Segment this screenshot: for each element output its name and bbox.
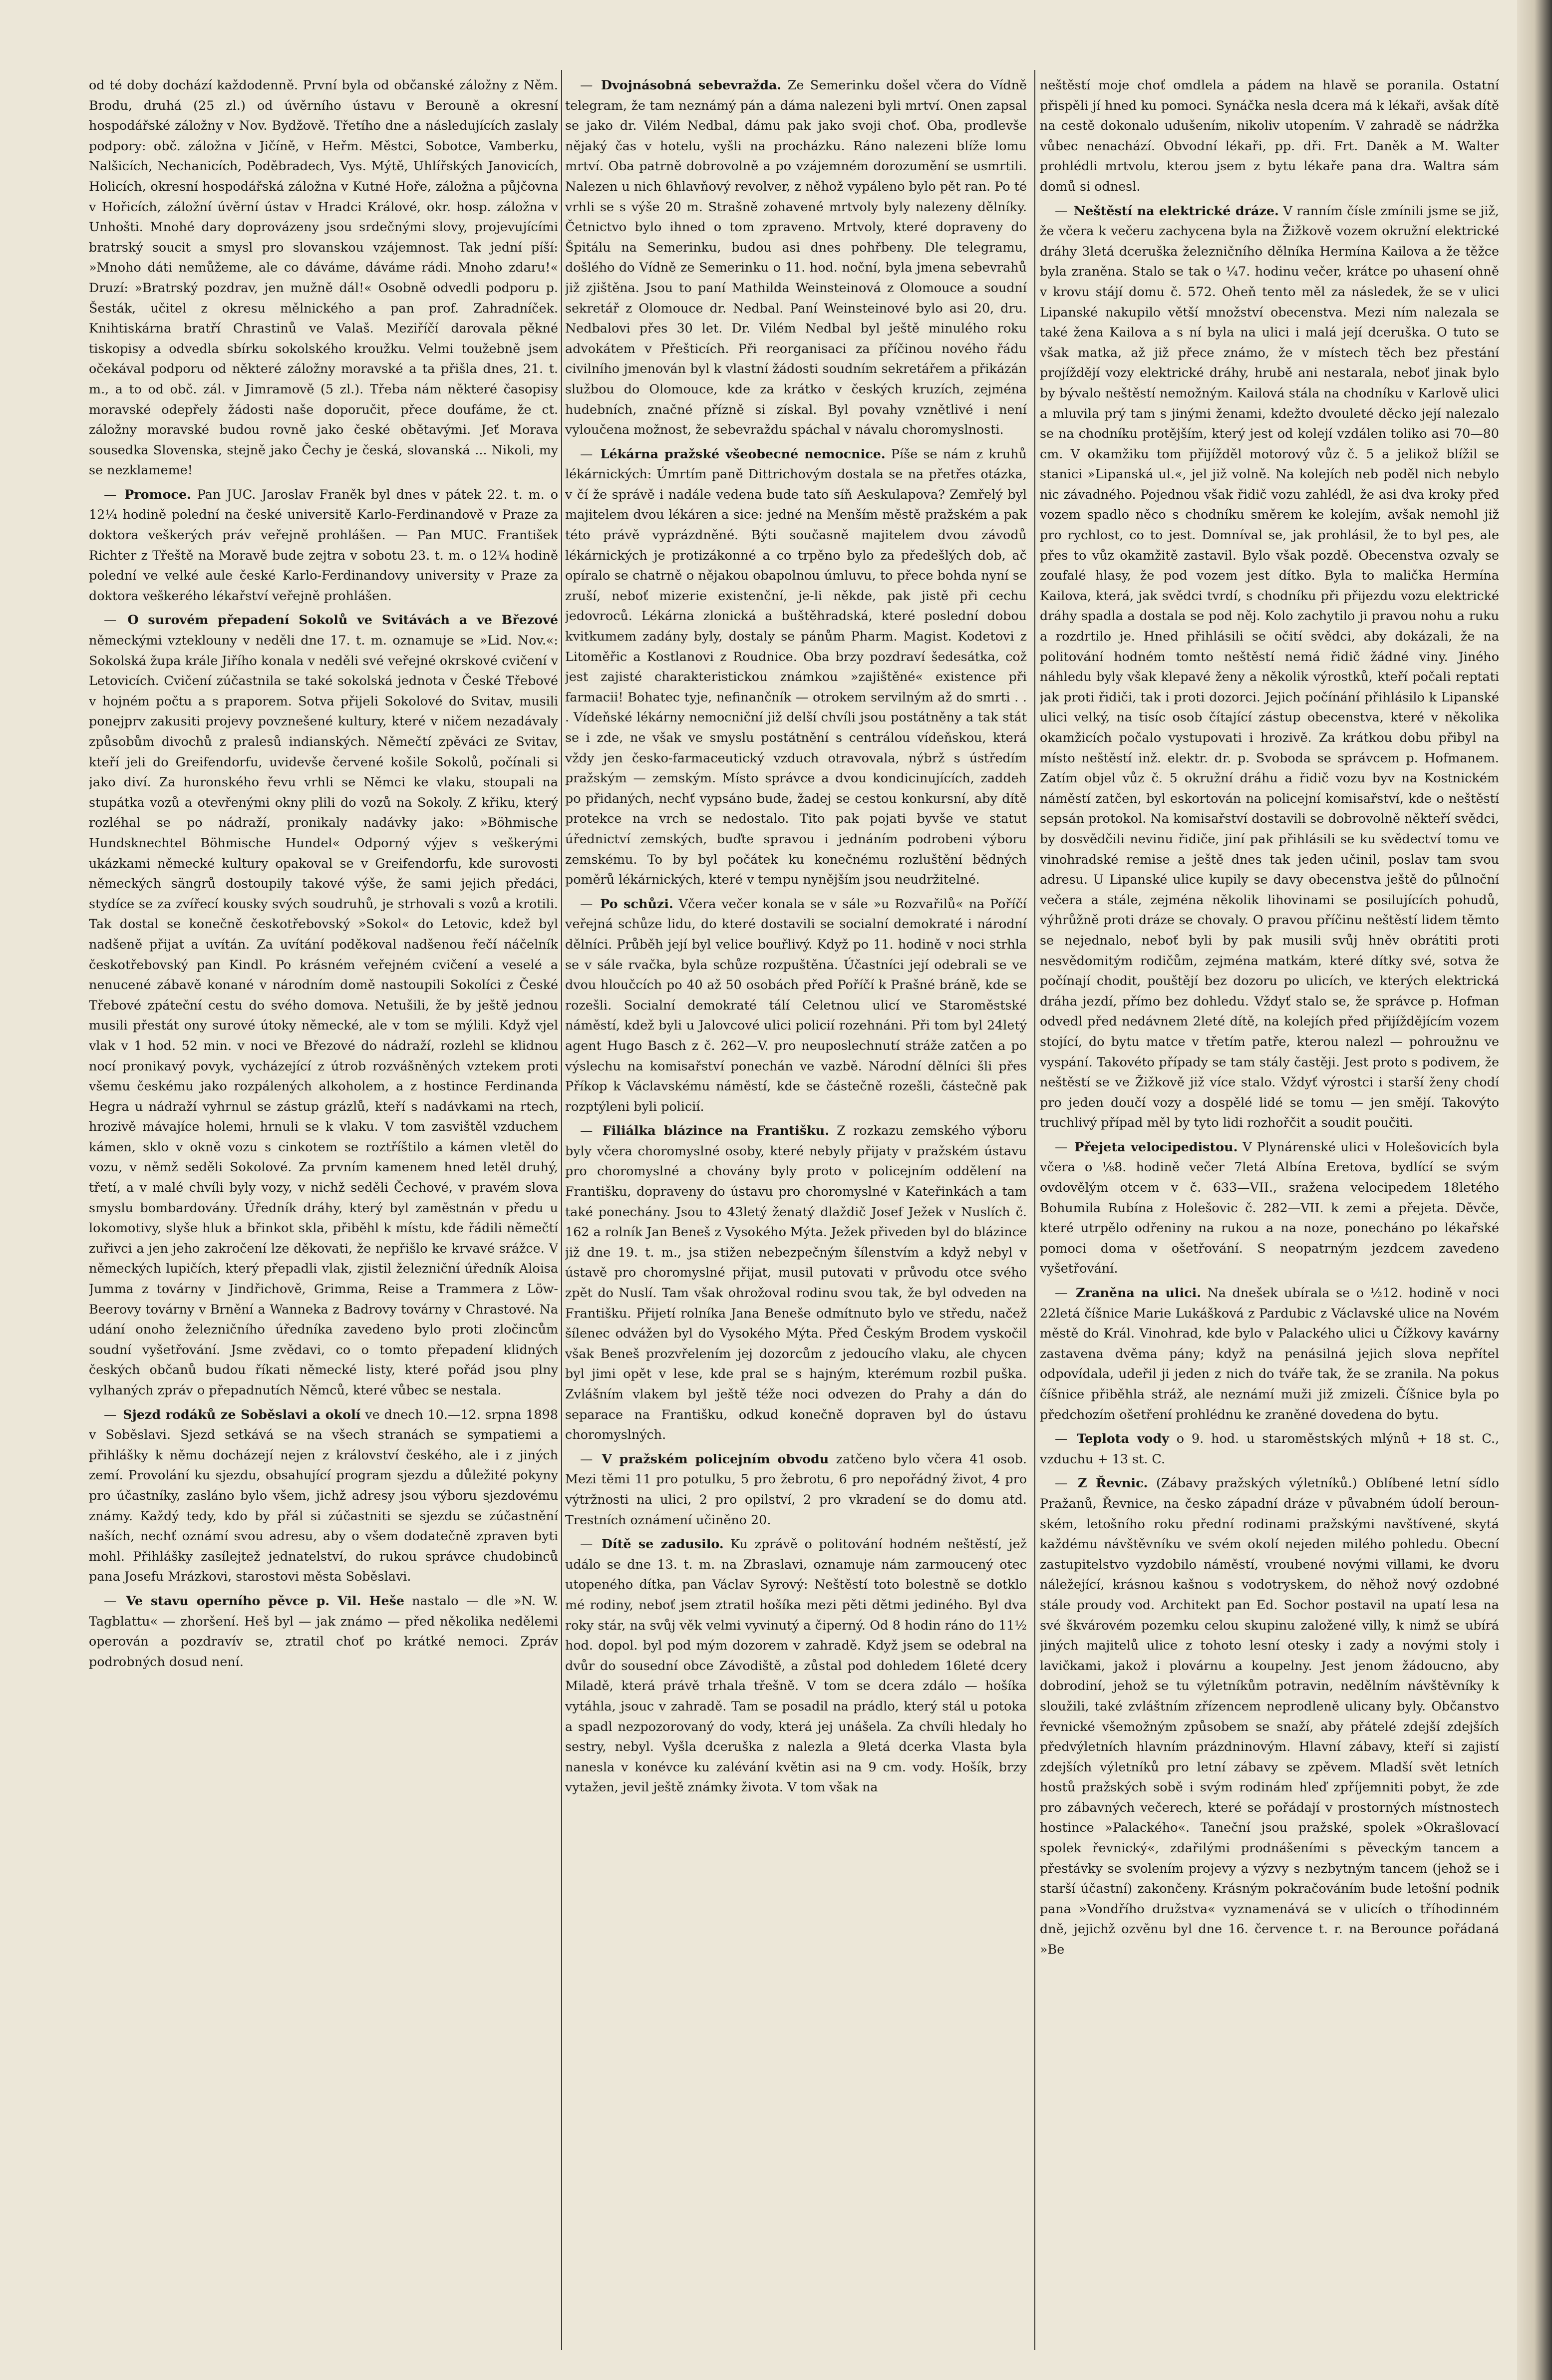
news-item [565,1449,1027,1530]
item-dash: — [1055,203,1072,218]
item-body: Na dnešek ubírala se o ½12. hodině v noci 22letá číšnice Marie Lukášková z Pardubic z Václavské ulice na Novém městě do Král. Vinohrad, kde bylo v Palackého ulici u Čížkovy kavárny zastavena dvěma pány; když na penásilná jejich slova nepřítel odpovídala, udeřil ji jeden z nich do tváře tak, že se zranila. Na pokus číšnice přiběhla stráž, ale neznámí muži již zmizeli. Číšnice byla po předchozím ošetření prohlédnu ke zraněné dovedena do bytu. [1040,1285,1499,1422]
item-headline: Dítě se zadusilo. [601,1536,724,1552]
news-item [565,1120,1027,1445]
column-rule [1034,70,1035,2350]
item-dash: — [580,77,599,92]
item-dash: — [580,446,599,461]
item-headline: Ve stavu operního pěvce p. Vil. Heše [126,1593,405,1608]
item-body: (Zábavy pražských výletníků.) Oblíbené letní sídlo Pražanů, Řevnice, na česko západní dráze v půvabném údolí berounském, letošního roku přední rodinami pražskými navštívené, skytá každému návštěvníku ve svém okolí nejeden milého pohledu. Obecní zastupitelstvo vyzdobilo náměstí, vroubené novými villami, ke dvoru náležející, krásnou kašnou s vodotryskem, do něhož nový ozdobné stále proudy vod. Architekt pan Ed. Sochor postavil na upatí lesa na své škvárovém pozemku celou skupinu založené villy, k nimž se ubírá jiných majitelů ulice z tohoto lesní otesky i zady a novými stoly i lavičkami, jakož i plovárnu a koupelny. Jest jenom žádoucno, aby dobrodiní, jehož se tu výletníkům potravin, nedělním návštěvníky k sloužili, také zvláštním zřízencem neprodleně ulicany byly. Občanstvo řevnické všemožným způsobem se snaží, aby přátelé zdejší zdejších předvýletních hlavním prázdninovým. Hlavní zábavy, kteří si zajistí zdejších výletníků pro letní zábavy se zpěvem. Mladší svět letních hostů pražských sobě i svým rodinám hleď zpříjemniti pobyt, že zde pro zábavných večerech, které se pořádají v prostorných místnostech hostince »Palackého«. Taneční jsou pražské, spolek »Okrašlovací spolek řevnický«, zdařilými prodnášeními s pěveckým tancem a přestávky se svolením projevy a výzvy s nezbytným tancem (jehož se i starší účastní) zakončeny. Krásným pokračováním bude letošní podnik pana »Vondřího družstva« vyznamenává se v ulicích o tříhodinném dně, jejichž ozvěnu byl dne 16. července t. r. na Berounce pořádaná »Be [1040,1475,1499,1957]
item-headline: Neštěstí na elektrické dráze. [1074,203,1279,218]
item-dash: — [580,1536,600,1552]
item-body: od té doby dochází každodenně. První byla od občanské záložny z Něm. Brodu, druhá (25 zl.) od úvěrního ústavu v Berouně a okresní hospodářské záložny v Nov. Bydžově. Třetího dne a následujících zaslaly podpory: obč. záložna v Jičíně, v Heřm. Městci, Sobotce, Vamberku, Nalšicích, Nechanicích, Poděbradech, Vys. Mýtě, Uhlířských Janovicích, Holicích, okresní hospodářská záložna v Kutné Hoře, záložna a půjčovna v Hořicích, záložní úvěrní ústav v Hradci Králové, okr. hosp. záložna v Unhošti. Mnohé dary doprovázeny jsou srdečnými slovy, projevujícími bratrský soucit a smysl pro slovanskou vzájemnost. Tak jední píší: »Mnoho dáti nemůžeme, ale co dáváme, dáváme rádi. Mnoho zdaru!« Druzí: »Bratrský pozdrav, jen mužně dál!« Osobně odvedli podporu p. Šesták, učitel z okresu mělnického a pan prof. Zahradníček. Knihtiskárna bratří Chrastinů ve Valaš. Meziříčí darovala pěkné tiskopisy a odvedla sbírku sokolského kroužku. Velmi toužebně jsem očekával podporu od některé záložny moravské a ta přišla dnes, 21. t. m., a to od obč. zál. v Jimramově (5 zl.). Třeba nám některé časopisy moravské odepřely žádosti naše doporučit, přece doufáme, že ct. záložny moravské budou rovně jako české obětavými. Jeť Morava sousedka Slovenska, stejně jako Čechy je česká, slovanská ... Nikoli, my se nezklameme! [89,77,558,478]
news-item [1040,1428,1499,1469]
column-1 [89,75,558,2350]
item-headline: Filiálka blázince na Františku. [602,1123,830,1138]
news-item [565,75,1027,440]
item-body: V ranním čísle zmínili jsme se již, že včera k večeru zachycena byla na Žižkově vozem okružní elektrické dráhy 3letá dceruška železničního dělníka Hermína Kailova a že těžce byla zraněna. Stalo se tak o ¼7. hodinu večer, krátce po uhasení ohně v krovu stájí domu č. 572. Oheň tento měl za následek, že se v ulici Lipanské nakupilo větší množství obecenstva. Mezi ním nalezala se také žena Kailova a s ní byla na ulici i malá její dceruška. O tuto se však matka, až již přece známo, že v místech těch bez přestání projíždějí vozy elektrické dráhy, hrubě ani nestarala, neboť jinak bylo by bývalo neštěstí nemožným. Kailová stála na chodníku v Karlově ulici a mluvila prý tam s jinými ženami, kdežto dvouleté děcko její nalezalo se na chodníku protějším, který jest od kolejí vzdálen toliko asi 70—80 cm. V okamžiku tom přijížděl motorový vůz č. 5 a jelikož blížil se stanici »Lipanská ul.«, jel již volně. Na kolejích neb poděl nich nebylo nic závadného. Pojednou však řidič vozu zahlédl, že asi dva kroky před vozem spadlo něco s chodníku směrem ke kolejím, avšak nemohl již pro rychlost, co to jest. Domníval se, jak prohlásil, že to byl pes, ale přes to vůz okamžitě zastavil. Bylo však pozdě. Obecenstva ozvaly se zoufalé hlasy, že pod vozem jest dítko. Byla to malička Hermína Kailova, která, jak svědci tvrdí, s chodníku při přijezdu vozu elektrické dráhy spadla a dostala se pod něj. Kolo zachytilo ji pravou nohu a ruku a rozdrtilo je. Hned přihlásili se očití svědci, aby dokázali, že na politování hodném tomto neštěstí nemá řidič žádné viny. Jiného náhledu byly však klepavé ženy a několik výrostků, kteří počali reptati jak proti řidiči, tak i proti dozorci. Jejich počínání přihlásilo k Lipanské ulici velký, na tisíc osob čítající zástup obecenstva, které v několika okamžicích počalo vystupovati i hrozivě. Za krátkou dobu přibyl na místo neštěstí inž. elektr. dr. p. Svoboda se správcem p. Hofmanem. Zatím objel vůz č. 5 okružní dráhu a řidič vozu byv na Kostnickém náměstí zatčen, byl eskortován na policejní komisařství, kde o neštěstí sepsán protokol. Na komisařství dostavili se dobrovolně někteří svědci, by dosvědčili nevinu řidiče, jiní pak přihlásili se ku svědectví tomu ve vinohradské remise a ještě dnes tak jeden učinil, poslav tam svou adresu. U Lipanské ulice kupily se davy obecenstva ještě do půlnoční večera a stále, zejména několik lihovinami se posilujících pohudů, výhrůžně proti dráze se chovaly. O pravou příčinu neštěstí lidem těmto se nejednalo, neboť byli by pak musili svůj hněv obrátiti proti nesvědomitým rodičům, zejména matkám, které dítky své, sotva že počínají chodit, pouštějí bez dozoru po ulicích, ve kterých elektrická dráha jezdí, přímo bez dohledu. Vždyť stalo se, že správce p. Hofman odvedl před nedávnem 2leté dítě, na kolejích před přijíždějícím vozem stojící, do bytu matce v třetím patře, kterou nalezl — pohroužnu ve vyspání. Takovéto případy se tam stály častěji. Jest proto s podivem, že neštěstí se ve Žižkově již více stalo. Vždyť výrostci i starší ženy chodí pro jeden doučí vozy a dospělé lidé se tomu — jen smějí. Takovýto truchlivý případ měl by tyto lidi rozhořčit a soudit poučiti. [1040,203,1499,1130]
page-binding-edge [1517,0,1552,2380]
item-dash: — [1055,1475,1076,1491]
item-body: Ku zprávě o politování hodném neštěstí, jež událo se dne 13. t. m. na Zbraslavi, oznamuje nám zarmoucený otec utopeného dítka, pan Václav Syrový: Neštěstí toto bolestně se dotklo mé rodiny, neboť jsem ztratil hošíka mezi pěti dětmi jediného. Byl dva roky stár, na svůj věk velmi vyvinutý a čiperný. Od 8 hodin ráno do 11½ hod. dopol. byl pod mým dozorem v zahradě. Když jsem se odebral na dvůr do sousední obce Závodiště, a zůstal pod dohledem 16leté dcery Miladě, která právě trhala třešně. V tom se dcera zdálo — hošíka vytáhla, jsouc v zahradě. Tam se posadil na prádlo, který stál u potoka a spadl nezpozorovaný do vody, která jej unášela. Za chvíli hledaly ho sestry, nebyl. Vyšla dceruška z nalezla a 9letá dcerka Vlasta byla nanesla v konévce ku zalévání květin asi na 9 cm. vody. Hošík, brzy vytažen, jevil ještě známky života. V tom však na [565,1536,1027,1795]
item-body: Pan JUC. Jaroslav Franěk byl dnes v pátek 22. t. m. o 12¼ hodině polední na české universitě Karlo-Ferdinandově v Praze za doktora veškerých práv veřejně prohlášen. — Pan MUC. František Richter z Třeště na Moravě bude zejtra v sobotu 23. t. m. o 12¼ hodině polední ve velké aule české Karlo-Ferdinandovy university v Praze za doktora veškerého lékařství veřejně prohlášen. [89,486,558,603]
news-item [1040,1473,1499,1959]
news-item [565,894,1027,1117]
news-item [1040,1137,1499,1279]
item-body: zatčeno bylo včera 41 osob. Mezi těmi 11 pro potulku, 5 pro žebrotu, 6 pro nepořádný život, 4 pro výtržnosti na ulici, 2 pro opilství, 2 pro vkradení se do domu atd. Trestních oznámení učiněno 20. [565,1451,1027,1527]
item-dash: — [1055,1139,1073,1154]
item-body: Z rozkazu zemského výboru byly včera choromyslné osoby, které nebyly přijaty v pražském ústavu pro choromyslné a chovány byly proto v policejním oddělení na Františku, dopraveny do ústavu pro choromyslné v Kateřinkách a tam také ponechány. Jsou to 43letý ženatý dlaždič Josef Ježek v Nuslích č. 162 a rolník Jan Beneš z Vysokého Mýta. Ježek přiveden byl do blázince již dne 19. t. m., jsa stižen nebezpečným šílenstvím a když nebyl v ústavě pro choromyslné přijat, musil putovati v průvodu otce svého zpět do Nuslí. Tam však ohrožoval rodinu svou tak, že byl odveden na Františku. Přijetí rolníka Jana Beneše odmítnuto bylo ve středu, načež šílenec odvážen byl do Vysokého Mýta. Před Českým Brodem vyskočil však Beneš prozvřelením jej dozorcům z jedoucího vlaku, ale chycen byl jimi opět v lese, kde pral se s hajným, kterémum rozbil puška. Zvlášním vlakem byl ještě téže noci odvezen do Prahy a dán do separace na Františku, odkud konečně dopraven byl do ústavu choromyslných. [565,1123,1027,1442]
item-dash: — [1055,1431,1075,1446]
item-headline: Dvojnásobná sebevražda. [601,77,782,92]
news-item [89,1404,558,1587]
item-body: neštěstí moje choť omdlela a pádem na hlavě se poranila. Ostatní přispěli jí hned ku pomoci. Synáčka nesla dcera má k lékaři, avšak dítě na cestě dokonalo udušením, nikoliv utopením. V zahradě se nádržka vůbec nenachází. Obvodní lékaři, pp. dři. Frt. Daněk a M. Walter prohlédli mrtvolu, kterou jsem z bytu lékaře pana dra. Waltra sám domů si odnesl. [1040,77,1499,194]
news-item [1040,201,1499,1133]
item-body: Včera večer konala se v sále »u Rozvařilů« na Poříčí veřejná schůze lidu, do které dostavili se socialní demokraté i národní dělníci. Průběh její byl velice bouřlivý. Když po 11. hodině v noci strhla se v sále rvačka, byla schůze rozpuštěna. Účastníci její odebrali se ve dvou hloučcích po 40 až 50 osobách před Poříčí k Prašné bráně, kde se rozešli. Socialní demokraté tálí Celetnou ulicí ve Staroměstské náměstí, kdež byli u Jalovcové ulici policií rozehnáni. Při tom byl 24letý agent Hugo Basch z č. 262—V. pro neuposlechnutí stráže zatčen a po výslechu na komisařství ponechán ve vazbě. Národní dělníci šli přes Příkop k Václavskému náměstí, kde se částečně rozešli, částečně pak rozptýleni byli policií. [565,896,1027,1114]
item-body: Píše se nám z kruhů lékárnických: Úmrtím paně Dittrichovým dostala se na přetřes otázka, v čí že správě i nadále vedena bude tato síň Aeskulapova? Zemřelý byl majitelem dvou lékáren a sice: jedné na Menším městě pražském a pak této právě vyprázdněné. Býti současně majitelem dvou závodů lékárnických je protizákonné a co trpěno bylo za předešlých dob, ač opíralo se chatrně o nějakou obapolnou úmluvu, to přece bohda nyní se zruší, neboť mizerie existenční, je-li někde, pak jistě při cechu jedovroců. Lékárna zlonická a buštěhradská, které poslední dobou kvitkumem zadány byly, dostaly se pánům Pharm. Magist. Kodetovi z Litoměřic a Kostlanovi z Roudnice. Oba brzy pozdraví šedesátka, což jest zajisté charakteristickou známkou »zajištěné« existence při farmacii! Bohatec tyje, nefinančník — otrokem servilným až do smrti . . . Vídeňské lékárny nemocniční již delší chvíli jsou postátněny a tak stát se i zde, ne však ve smyslu postátnění s centrálou vídeňskou, která vždy jen česko-farmaceutický vzduch otravovala, nýbrž s ústředím pražským — zemským. Místo správce a dvou kondicinujících, zaddeh po přidaných, nechť vypsáno bude, žadej se cestou konkursní, aby dítě protekce na vrch se nedostalo. Tito pak pojati byvše ve statut úřednictví zemských, buďte spravou i jednáním podrobeni výboru zemskému. To by byl počátek ku konečnému rozluštění bědných poměrů lékárnických, které v tempu nynějším jsou neudržitelné. [565,446,1027,887]
item-body: ve dnech 10.—12. srpna 1898 v Soběslavi. Sjezd setkává se na všech stranách se sympatiemi a přihlášky k němu docházejí nejen z království českého, ale i z jiných zemí. Provolání ku sjezdu, obsahující program sjezdu a důležité pokyny pro účastníky, zasláno bylo všem, jichž adresy jsou výboru sjezdovému známy. Každý tedy, kdo by přál si zúčastniti se sjezdu se zúčastnění naších, nechť oznámí svou adresu, aby o všem dodatečně zpraven byti mohl. Přihlášky zasílejtež jednatelství, do rukou správce chudobinců pana Josefu Mrázkovi, starostovi města Soběslavi. [89,1406,558,1584]
news-item [89,610,558,1400]
news-item [89,75,558,480]
item-body: německými vzteklouny v neděli dne 17. t. m. oznamuje se »Lid. Nov.«: Sokolská župa krále Jiřího konala v neděli své veřejné okrskové cvičení v Letovicích. Cvičení zúčastnila se také sokolská jednota v České Třebové v hojném počtu a s praporem. Sotva přijeli Sokolové do Svitav, musili ponejprv zakusiti projevy povznešené kultury, které v ničem nezadávaly způsobům divochů z pralesů indianských. Němečtí zpěváci ze Svitav, kteří jeli do Greifendorfu, uvidevše červené košile Sokolů, počínali si jako diví. Za huronského řevu vrhli se Němci ke vlaku, stoupali na stupátka vozů a otevřenými okny plili do vozů na Sokoly. Z křiku, který rozléhal se po nádraží, pronikaly nadávky jako: »Böhmische Hundsknechtel Böhmische Hundel« Odporný výjev s veškerými ukázkami německé kultury opakoval se v Greifendorfu, kde surovosti německých sängrů dostoupily takové výše, že sami jejich předáci, stydíce se za zvířecí kousky svých soudruhů, je strhovali s vozů a krotili. Tak dostal se konečně českotřebovský »Sokol« do Letovic, kdež byl nadšeně přijat a uvítán. Za uvítání poděkoval nadšenou řečí náčelník českotřebovský pan Kindl. Po krásném veřejném cvičení a veselé a nenucené zábavě konané v národním domě nastoupili Sokolíci z České Třebové zpáteční cestu do svého domova. Netušili, že by ještě jednou musili přestát ony surové útoky německé, ale v tom se mýlili. Když vjel vlak v 1 hod. 52 min. v noci ve Březové do nádraží, rozlehl se klidnou nocí pronikavý povyk, vycházející z útrob rozvášněných vztekem proti všemu českému jako rozpálených alkoholem, a z hostince Ferdinanda Hegra u nádraží vyhrnul se zástup grázlů, kteří s nadávkami na rtech, hrozivě mávajíce holemi, hrnuli se k vlaku. V tom zasvištěl vzduchem kámen, sklo v okně vozu s cinkotem se roztříštilo a kámen vletěl do vozu, v němž seděli Sokolové. Za prvním kamenem hned letěl druhý, třetí, a v malé chvíli byly vozy, v nichž seděli Čechové, v pravém slova smyslu bombardovány. Úředník dráhy, který byl zaměstnán v předu u lokomotivy, slyše hluk a břinkot skla, přiběhl k místu, kde řádili němečtí zuřivci a jen jeho zakročení lze děkovati, že nepřišlo ke krvavé srážce. V německých lupičích, který přepadli vlak, zjistil železniční úředník Aloisa Jumma z továrny v Jindřichově, Grimma, Reise a Trammera z Löw-Beerovy továrny v Brnění a Wanneka z Badrovy továrny v Chrastové. Na udání onoho železničního úředníka zavedeno bylo proti zločincům soudní vyšetřování. Jsme zvědavi, co o tomto přepadení klidných českých občanů budou říkati německé listy, které pořád jsou plny vylhaných zpráv o přepadnutích Němců, které vůbec se nestala. [89,633,558,1397]
item-body: V Plynárenské ulici v Holešovicích byla včera o ⅛8. hodině večer 7letá Albína Eretova, bydlící se svým ovdovělým otcem v č. 633—VII., sražena velocipedem 18letého Bohumila Rubína z Holešovic č. 282—VII. k zemi a přejeta. Děvče, které utrpělo odřeniny na rukou a na noze, ponecháno po lékařské pomoci doma v ošetřování. S neopatrným jezdcem zavedeno vyšetřování. [1040,1139,1499,1276]
news-item [565,1534,1027,1797]
item-dash: — [1055,1285,1074,1301]
column-rule [561,70,562,2350]
item-headline: Přejeta velocipedistou. [1074,1139,1238,1154]
item-headline: Sjezd rodáků ze Soběslavi a okolí [123,1406,361,1422]
item-body: o 9. hod. u staroměstských mlýnů + 18 st. C., vzduchu + 13 st. C. [1040,1431,1499,1466]
item-dash: — [104,486,123,502]
item-dash: — [580,1123,601,1138]
item-body: nastalo — dle »N. W. Tagblattu« — zhoršení. Heš byl — jak známo — před několika nedělemi operován a pozdravív se, ztratil choť po krátké nemoci. Zpráv podrobných dosud není. [89,1593,558,1669]
item-dash: — [104,1593,124,1608]
item-headline: Teplota vody [1077,1431,1169,1446]
column-3 [1040,75,1499,2350]
item-headline: Promoce. [124,486,191,502]
item-headline: Zraněna na ulici. [1075,1285,1202,1301]
news-item [89,1591,558,1672]
news-item [565,444,1027,890]
item-headline: O surovém přepadení Sokolů ve Svitávách a ve Březové [127,612,558,628]
news-item [1040,1283,1499,1424]
item-body: Ze Semerinku došel včera do Vídně telegram, že tam neznámý pán a dáma nalezeni byli mrtví. Onen zapsal se jako dr. Vilém Nedbal, dámu pak jako svoji choť. Oba, prodlevše nějaký čas v hotelu, vyšli na procházku. Ráno nalezeni blíže lomu mrtví. Oba patrně dobrovolně a po vzájemném dorozumění se usmrtili. Nalezen u nich 6hlavňový revolver, z něhož vypáleno bylo pět ran. Po té vrhli se s výše 20 m. Strašně zohavené mrtvoly byly nalezeny dělníky. Četnictvo bylo ihned o tom zpraveno. Mrtvoly, které dopraveny do Špitálu na Semerinku, budou asi dnes pohřbeny. Dle telegramu, došlého do Vídně ze Semerinku o 11. hod. noční, byla jmena sebevrahů již zjištěna. Jsou to paní Mathilda Weinsteinová z Olomouce a soudní sekretář z Olomouce dr. Nedbal. Paní Weinsteinové bylo asi 20, dru. Nedbalovi přes 30 let. Dr. Vilém Nedbal byl ještě minulého roku advokátem v Přešticích. Při reorganisaci za příčinou nového řádu civilního jmenován byl k vlastní žádosti soudním sekretářem a přikázán službou do Olomouce, kde za krátko v českých kruzích, zejména hudebních, značné přízně si získal. Byl povahy vznětlivé i není vyloučena možnost, že sebevraždu spáchal v návalu choromyslnosti. [565,77,1027,437]
item-headline: Lékárna pražské všeobecné nemocnice. [600,446,886,461]
item-headline: Z Řevnic. [1078,1475,1148,1491]
news-item [1040,75,1499,197]
item-dash: — [104,1406,121,1422]
column-2 [565,75,1027,2350]
item-dash: — [104,612,126,628]
item-dash: — [580,896,599,911]
item-dash: — [580,1451,600,1466]
item-headline: V pražském policejním obvodu [602,1451,829,1466]
news-item [89,484,558,606]
item-headline: Po schůzi. [600,896,673,911]
